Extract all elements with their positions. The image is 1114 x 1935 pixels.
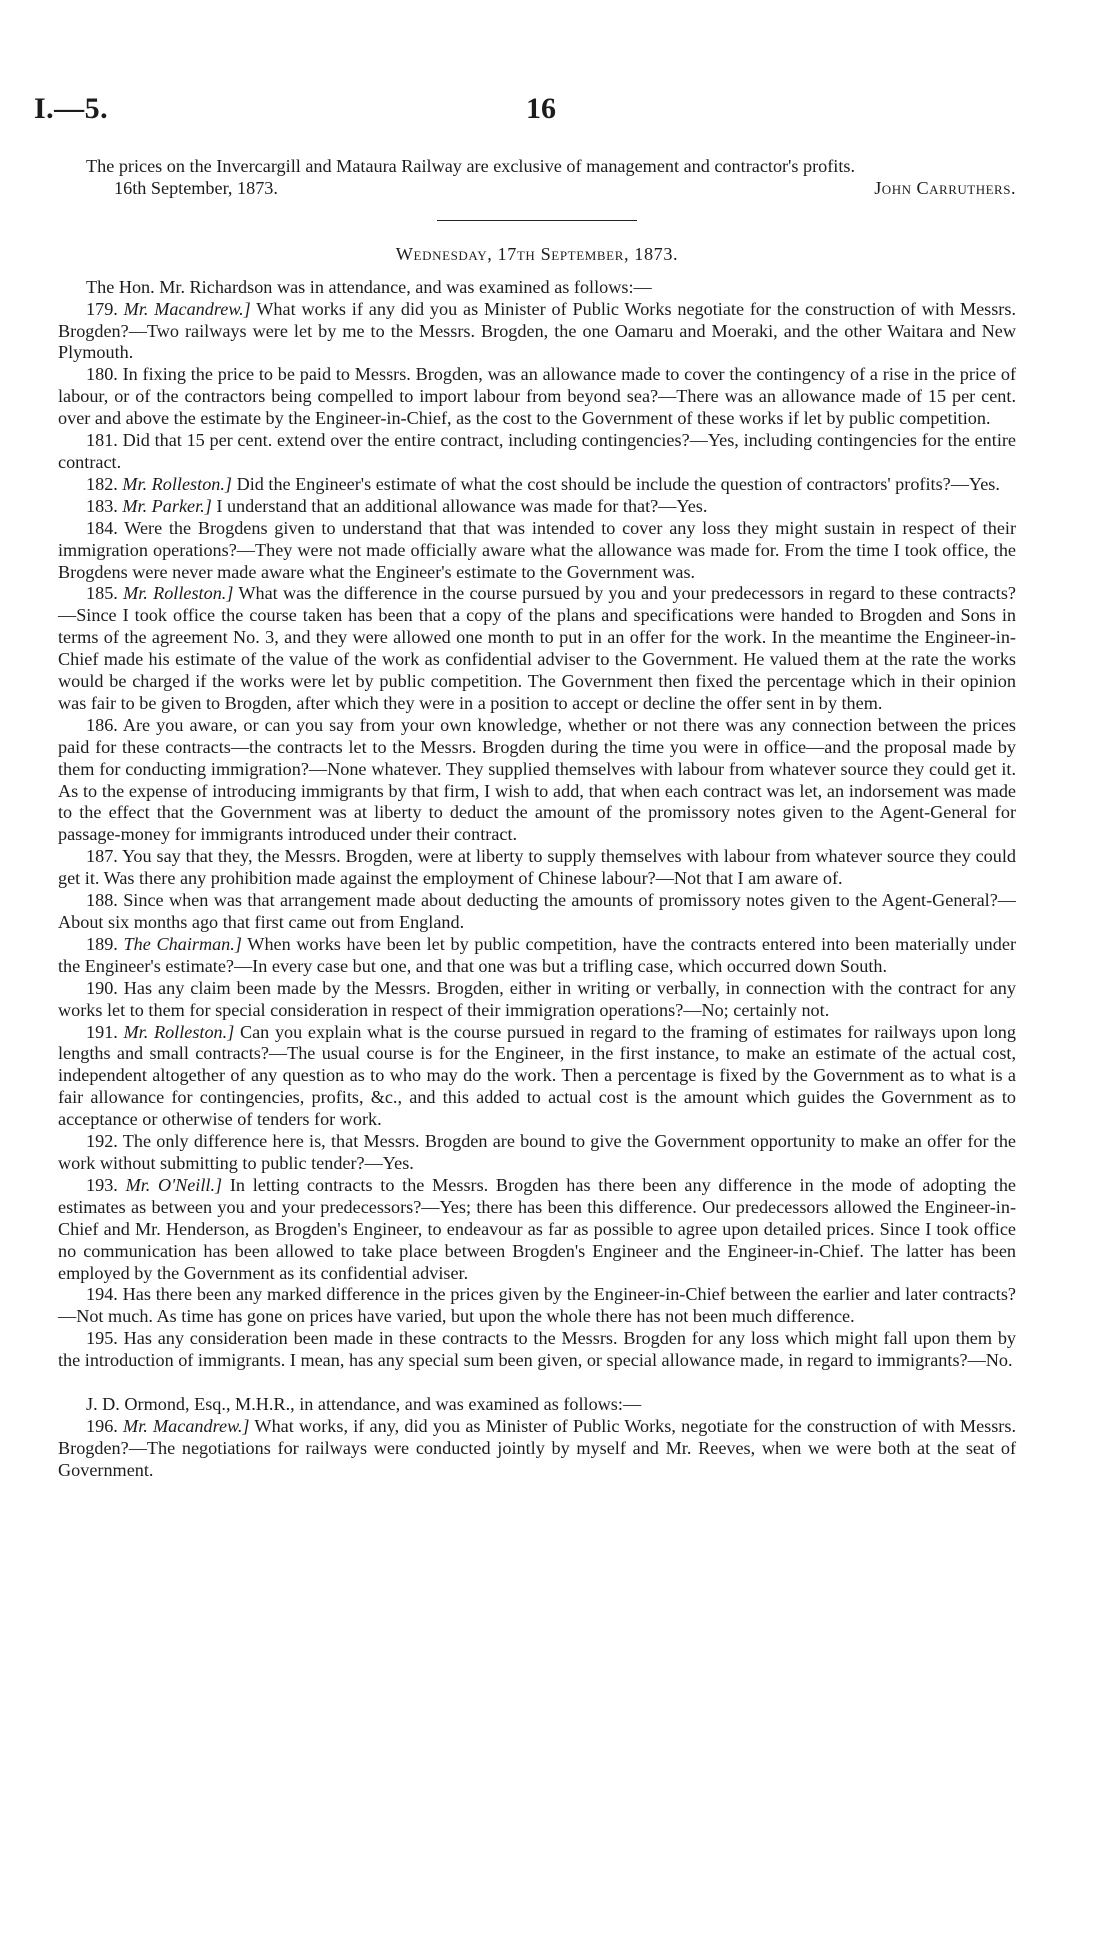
question-text: Did that 15 per cent. extend over the entire contract, including contingencies?—Yes, including contingencies for the entire contract. xyxy=(58,430,1017,472)
question-text: What was the difference in the course pursued by you and your predecessors in regard to these contracts?—Since I took office the course taken has been that a copy of the plans and specifications were handed to Brogden and Sons in terms of the agreement No. 3, and they were allowed one month to put in an offer for the work. In the meantime the Engineer-in-Chief made his estimate of the value of the work as confidential adviser to the Government. He valued them at the rate the works would be charged if the works were let by public competition. The Government then fixed the percentage which in their opinion was fair to be given to Brogden, after which they were in a position to accept or decline the offer sent in by them. xyxy=(58,583,1017,713)
section-divider xyxy=(437,220,637,221)
question-text: Since when was that arrangement made about deducting the amounts of promissory notes given to the Agent-General?—About six months ago that first came out from England. xyxy=(58,890,1016,932)
question-paragraph xyxy=(58,583,1016,714)
question-text: What works if any did you as Minister of Public Works negotiate for the construction of with Messrs. Brogden?—Two railways were let by me to the Messrs. Brogden, the one Oamaru and Moeraki, and the other Waitara and New Plymouth. xyxy=(58,298,1016,363)
question-text: Are you aware, or can you say from your own knowledge, whether or not there was any connection between the prices paid for these contracts—the contracts let to the Messrs. Brogden during the time you were in office—and the proposal made by them for conducting immigration?—None whatever. They supplied themselves with labour from whatever source they could get it. As to the expense of introducing immigrants by that firm, I wish to add, that when each contract was let, an indorsement was made to the effect that the Government was at liberty to deduct the amount of the promissory notes given to the Agent-General for passage-money for immigrants introduced under their contract. xyxy=(58,714,1017,845)
question-number: 193. xyxy=(86,1174,118,1195)
question-text: You say that they, the Messrs. Brogden, were at liberty to supply themselves with labour from whatever source they could get it. Was there any prohibition made against the employment of Chinese labour?—Not that I am aware of. xyxy=(58,846,1016,889)
question-text: I understand that an additional allowance was made for that?—Yes. xyxy=(216,495,708,516)
witness-intro-second: J. D. Ormond, Esq., M.H.R., in attendance, and was examined as follows:— xyxy=(86,1394,642,1415)
question-number: 180. xyxy=(86,364,118,385)
question-paragraph xyxy=(58,890,1016,934)
question-paragraph xyxy=(58,496,1016,518)
question-number: 190. xyxy=(86,977,118,998)
question-number: 181. xyxy=(86,430,118,451)
question-number: 194. xyxy=(86,1284,118,1305)
question-text: In letting contracts to the Messrs. Brogden has there been any difference in the mode of adopting the estimates as between you and your predecessors?—Yes; there has been this difference. Our predecessors allowed the Engineer-in-Chief and Mr. Henderson, as Brogden's Engineer, to endeavour as far as possible to agree upon detailed prices. Since I took office no communication has been allowed to take place between Brogden's Engineer and the Engineer-in-Chief. The latter has been employed by the Government as its confidential adviser. xyxy=(58,1174,1016,1283)
speaker-name: The Chairman.] xyxy=(123,933,242,954)
speaker-name: Mr. Macandrew.] xyxy=(123,298,251,319)
question-text: Were the Brogdens given to understand that that was intended to cover any loss they might sustain in respect of their immigration operations?—They were not made officially aware what the allowance was made for. From the time I took office, the Brogdens were never made aware what the Engineer's estimate to the Government was. xyxy=(58,517,1016,582)
witness-intro: The Hon. Mr. Richardson was in attendance, and was examined as follows:— xyxy=(86,276,652,297)
speaker-name: Mr. Rolleston.] xyxy=(122,473,233,494)
question-paragraph xyxy=(58,518,1016,584)
page-number: 16 xyxy=(526,92,556,125)
question-paragraph xyxy=(58,1131,1016,1175)
question-number: 191. xyxy=(86,1021,118,1042)
speaker-name: Mr. Parker.] xyxy=(122,495,212,516)
document-body xyxy=(58,156,1016,1482)
question-paragraph xyxy=(58,430,1016,474)
question-number: 185. xyxy=(86,583,118,604)
intro-paragraph: The prices on the Invercargill and Mataura Railway are exclusive of management and contractor's profits. xyxy=(86,156,856,176)
question-text: What works, if any, did you as Minister of Public Works, negotiate for the construction of with Messrs. Brogden?—The negotiations for railways were conducted jointly by myself and Mr. Reeves, when we were both at the seat of Government. xyxy=(58,1415,1016,1480)
question-number: 195. xyxy=(86,1328,118,1349)
question-paragraph xyxy=(58,978,1016,1022)
intro-date: 16th September, 1873. xyxy=(114,177,278,198)
document-reference: I.—5. xyxy=(34,92,109,125)
examination-section-2 xyxy=(58,1416,1016,1482)
question-text: Did the Engineer's estimate of what the cost should be include the question of contractors' profits?—Yes. xyxy=(236,473,1000,494)
signature-row xyxy=(58,178,1016,200)
question-text: Has there been any marked difference in the prices given by the Engineer-in-Chief between the earlier and later contracts?—Not much. As time has gone on prices have varied, but upon the whole there has not been much difference. xyxy=(58,1284,1016,1327)
question-paragraph xyxy=(58,715,1016,846)
question-number: 188. xyxy=(86,890,118,911)
speaker-name: Mr. Rolleston.] xyxy=(123,1021,235,1042)
question-text: The only difference here is, that Messrs. Brogden are bound to give the Government opportunity to make an offer for the work without submitting to public tender?—Yes. xyxy=(58,1131,1017,1173)
question-paragraph xyxy=(58,364,1016,430)
question-text: Can you explain what is the course pursued in regard to the framing of estimates for railways upon long lengths and small contracts?—The usual course is for the Engineer, in the first instance, to make an estimate of the actual cost, independent altogether of any question as to who may do the work. Then a percentage is fixed by the Government as to what is a fair allowance for contingencies, profits, &c., and this added to actual cost is the amount which guides the Government as to acceptance or otherwise of tenders for work. xyxy=(58,1021,1016,1130)
question-text: Has any claim been made by the Messrs. Brogden, either in writing or verbally, in connection with the contract for any works let to them for special consideration in respect of their immigration operations?—No; certainly not. xyxy=(58,977,1016,1020)
question-paragraph xyxy=(58,1328,1016,1372)
question-paragraph xyxy=(58,846,1016,890)
question-paragraph xyxy=(58,1284,1016,1328)
question-number: 189. xyxy=(86,933,118,954)
session-title: Wednesday, 17th September, 1873. xyxy=(395,243,679,264)
question-text: Has any consideration been made in these contracts to the Messrs. Brogden for any loss which might fall upon them by the introduction of immigrants. I mean, has any special sum been given, or special allowance made, in regard to immigrants?—No. xyxy=(58,1328,1017,1371)
question-text: When works have been let by public competition, have the contracts entered into been materially under the Engineer's estimate?—In every case but one, and that one was but a trifling case, which occurred down South. xyxy=(58,933,1016,976)
question-paragraph xyxy=(58,1175,1016,1285)
question-number: 196. xyxy=(86,1415,118,1436)
question-paragraph xyxy=(58,1022,1016,1132)
question-text: In fixing the price to be paid to Messrs. Brogden, was an allowance made to cover the contingency of a rise in the price of labour, or of the contractors being compelled to import labour from beyond sea?—There was an allowance made of 15 per cent. over and above the estimate by the Engineer-in-Chief, as the cost to the Government of these works if let by public competition. xyxy=(58,364,1016,429)
question-paragraph xyxy=(58,299,1016,365)
speaker-name: Mr. O'Neill.] xyxy=(125,1174,223,1195)
question-number: 183. xyxy=(86,495,118,516)
question-number: 187. xyxy=(86,846,118,867)
question-number: 186. xyxy=(86,714,118,735)
question-paragraph xyxy=(58,934,1016,978)
speaker-name: Mr. Macandrew.] xyxy=(123,1415,250,1436)
intro-signature: John Carruthers. xyxy=(874,177,1016,198)
question-number: 192. xyxy=(86,1131,118,1152)
question-paragraph xyxy=(58,474,1016,496)
question-paragraph xyxy=(58,1416,1016,1482)
examination-section-1 xyxy=(58,299,1016,1372)
question-number: 182. xyxy=(86,473,118,494)
question-number: 179. xyxy=(86,298,118,319)
speaker-name: Mr. Rolleston.] xyxy=(123,583,234,604)
question-number: 184. xyxy=(86,517,118,538)
